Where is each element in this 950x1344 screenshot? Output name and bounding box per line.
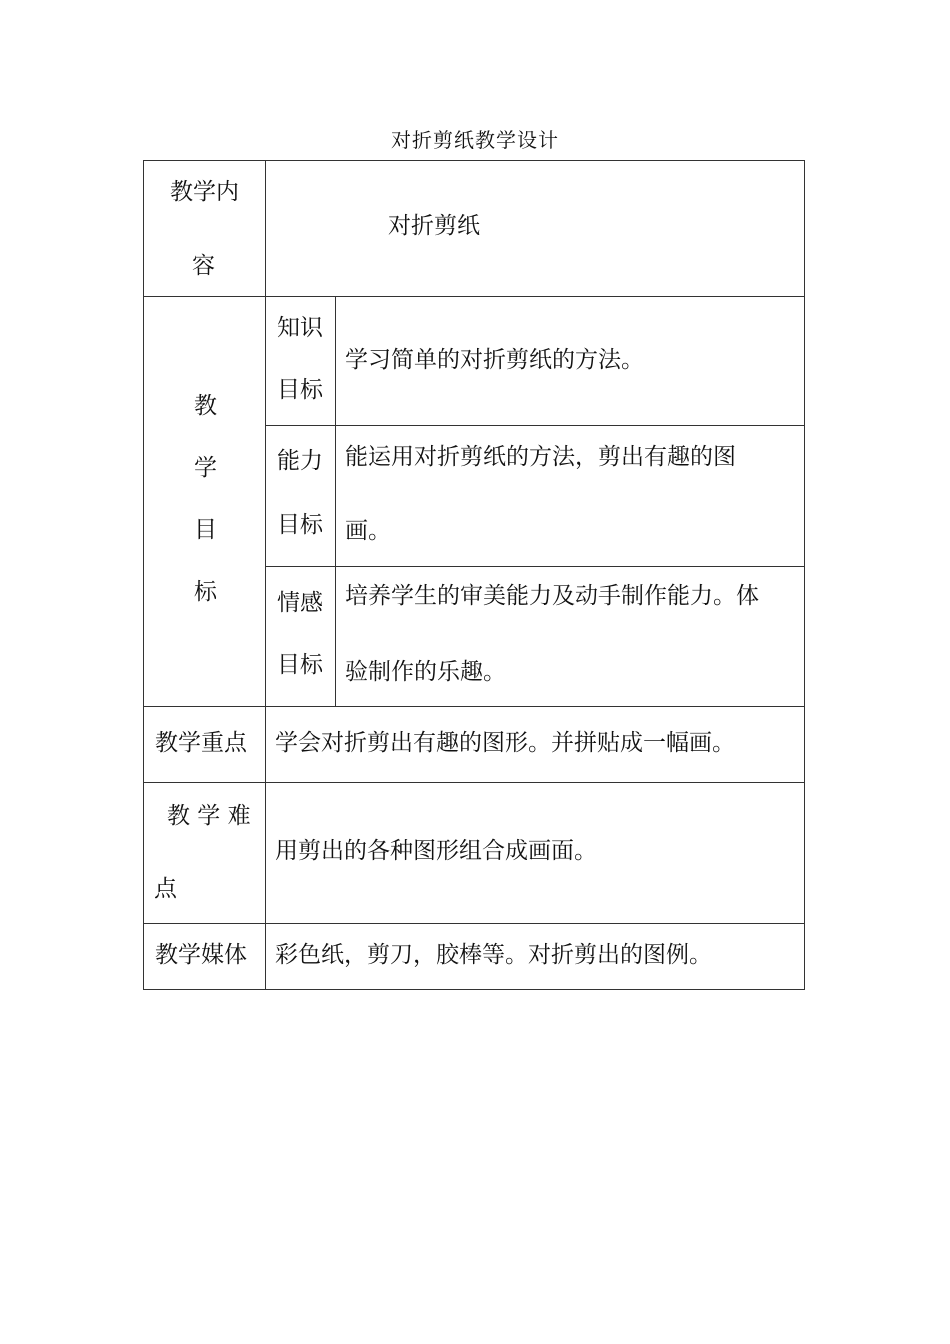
knowledge-label-line2: 目标 bbox=[277, 377, 323, 403]
emotion-value-line1: 培养学生的审美能力及动手制作能力。体 bbox=[345, 583, 759, 609]
content-row bbox=[144, 161, 805, 297]
media-label: 教学媒体 bbox=[155, 942, 247, 968]
ability-value-line2: 画。 bbox=[345, 518, 391, 544]
knowledge-value-cell bbox=[336, 297, 805, 426]
difficulty-label-line2: 点 bbox=[154, 876, 177, 902]
objectives-label-char-1: 教 bbox=[194, 393, 217, 419]
ability-value-cell bbox=[336, 426, 805, 567]
objectives-label-char-4: 标 bbox=[194, 579, 217, 605]
media-value: 彩色纸，剪刀，胶棒等。对折剪出的图例。 bbox=[275, 942, 712, 968]
difficulty-value-cell bbox=[266, 783, 805, 924]
objectives-label-char-2: 学 bbox=[194, 455, 217, 481]
emotion-label-cell bbox=[266, 567, 336, 707]
objectives-label-char-3: 目 bbox=[194, 517, 217, 543]
difficulty-label-line1: 教 学 难 bbox=[167, 803, 251, 829]
ability-label-line2: 目标 bbox=[277, 512, 323, 538]
ability-value-line1: 能运用对折剪纸的方法，剪出有趣的图 bbox=[345, 444, 736, 470]
difficulty-value: 用剪出的各种图形组合成画面。 bbox=[275, 838, 597, 864]
ability-label-line1: 能力 bbox=[277, 448, 323, 474]
document-title: 对折剪纸教学设计 bbox=[391, 128, 559, 152]
key-point-label: 教学重点 bbox=[155, 730, 247, 756]
key-point-label-cell bbox=[144, 707, 266, 783]
lesson-plan-table bbox=[143, 160, 805, 990]
content-value-cell bbox=[266, 161, 805, 297]
content-label-cell bbox=[144, 161, 266, 297]
knowledge-value: 学习简单的对折剪纸的方法。 bbox=[345, 347, 644, 373]
objective-knowledge-row bbox=[144, 297, 805, 426]
media-label-cell bbox=[144, 924, 266, 990]
emotion-label-line2: 目标 bbox=[277, 652, 323, 678]
key-point-row bbox=[144, 707, 805, 783]
difficulty-label-cell bbox=[144, 783, 266, 924]
key-point-value: 学会对折剪出有趣的图形。并拼贴成一幅画。 bbox=[275, 730, 735, 756]
media-row bbox=[144, 924, 805, 990]
difficulty-row bbox=[144, 783, 805, 924]
content-label-line1: 教学内 bbox=[170, 179, 239, 205]
ability-label-cell bbox=[266, 426, 336, 567]
media-value-cell bbox=[266, 924, 805, 990]
emotion-label-line1: 情感 bbox=[277, 590, 323, 616]
knowledge-label-line1: 知识 bbox=[277, 315, 323, 341]
emotion-value-cell bbox=[336, 567, 805, 707]
knowledge-label-cell bbox=[266, 297, 336, 426]
content-label-line2: 容 bbox=[192, 253, 215, 279]
objectives-label-cell bbox=[144, 297, 266, 707]
emotion-value-line2: 验制作的乐趣。 bbox=[345, 659, 506, 685]
content-value: 对折剪纸 bbox=[388, 213, 480, 239]
key-point-value-cell bbox=[266, 707, 805, 783]
